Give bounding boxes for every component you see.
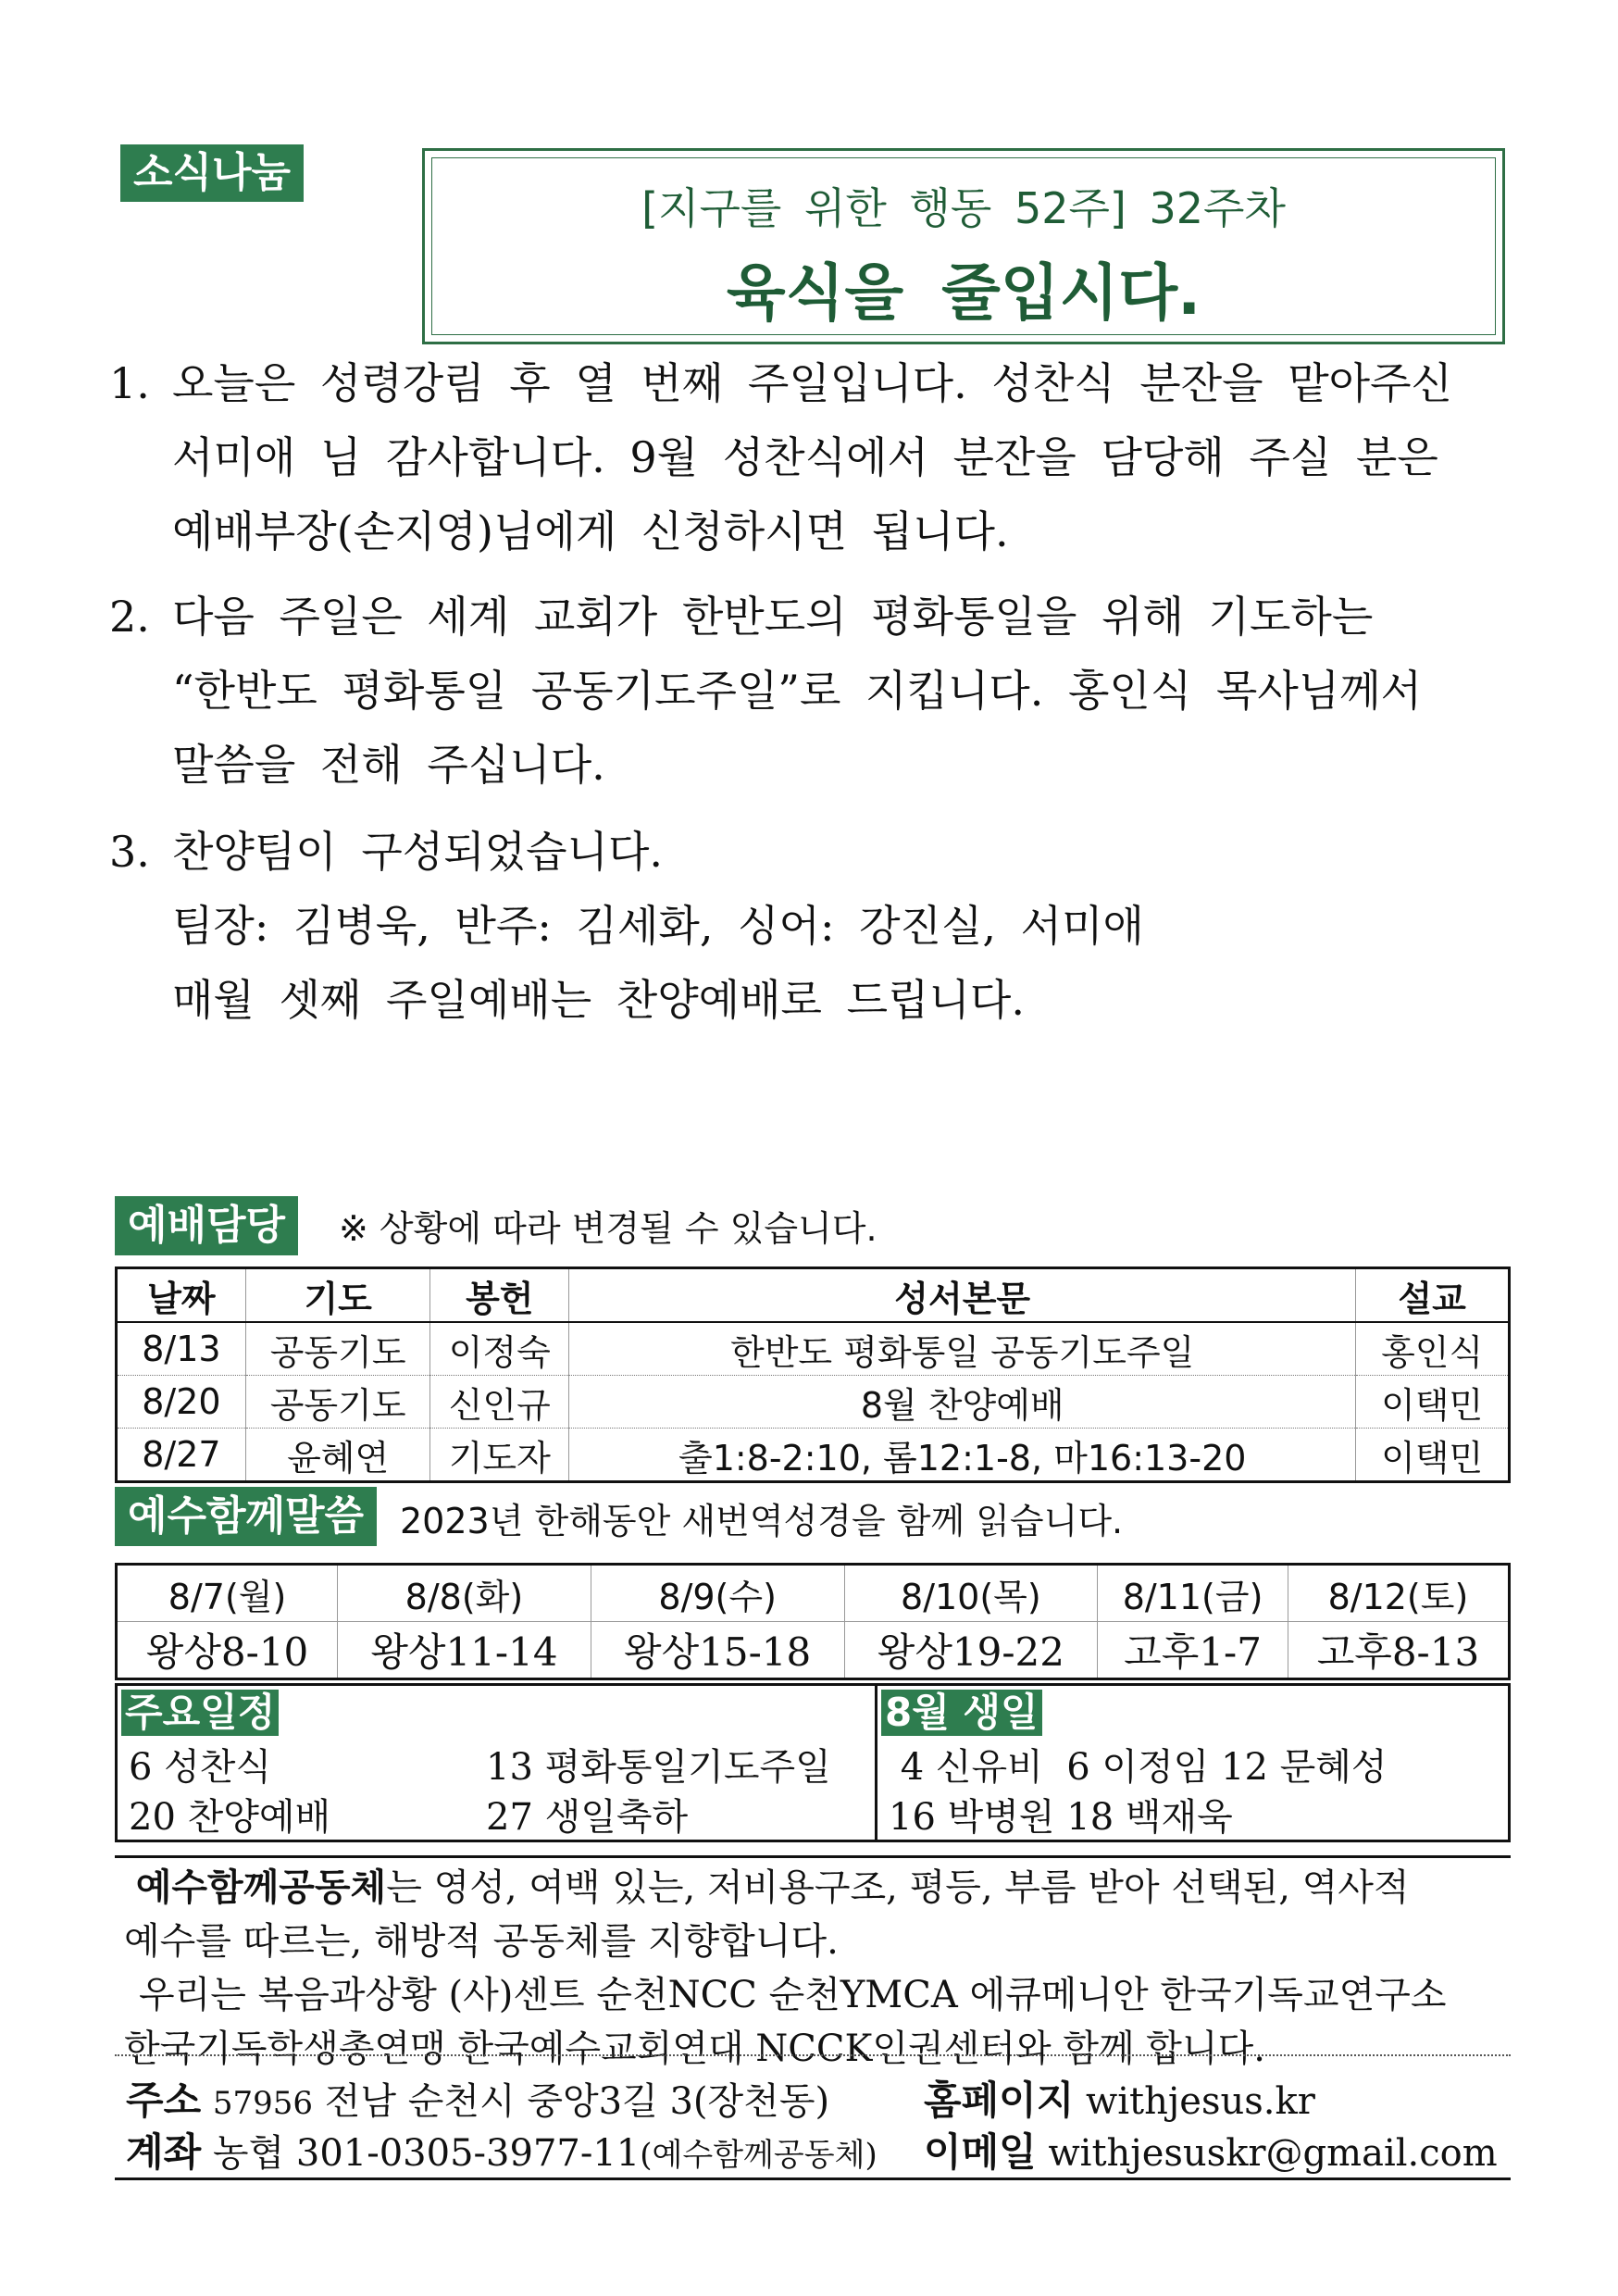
news-line: 팀장: 김병욱, 반주: 김세화, 싱어: 강진실, 서미애 <box>172 901 1144 951</box>
email-label: 이메일 <box>924 2129 1037 2175</box>
cell-offering: 신인규 <box>430 1376 569 1429</box>
header-scripture: 성서본문 <box>569 1268 1356 1323</box>
bible-reading-tag: 예수함께말씀 <box>115 1487 377 1546</box>
schedule-birthday-box <box>115 1683 1511 1842</box>
birthday-list: 4 신유비 6 이정임 12 문혜성 <box>889 1746 1388 1789</box>
cell-offering: 기도자 <box>430 1429 569 1482</box>
cell-scripture: 8월 찬양예배 <box>569 1376 1356 1429</box>
description-line: 한국기독학생총연맹 한국예수교회연대 NCCK인권센터와 함께 합니다. <box>124 2028 1265 2070</box>
email-link[interactable]: withjesuskr@gmail.com <box>1048 2132 1498 2175</box>
worship-duty-table <box>115 1267 1511 1483</box>
birthday-list: 16 박병원 18 백재욱 <box>889 1796 1233 1839</box>
address: 전남 순천시 중앙3길 3(장천동) <box>324 2080 830 2123</box>
schedule-item: 20 찬양예배 <box>129 1796 331 1839</box>
birthday-panel <box>877 1686 1508 1840</box>
dotted-divider <box>115 2054 1511 2056</box>
schedule-item: 27 생일축하 <box>486 1796 689 1839</box>
news-item-3 <box>109 815 1525 1037</box>
news-line: 오늘은 성령강림 후 열 번째 주일입니다. 성찬식 분잔을 맡아주신 <box>172 358 1452 408</box>
cell-scripture: 출1:8-2:10, 롬12:1-8, 마16:13-20 <box>569 1429 1356 1482</box>
cell-sermon: 이택민 <box>1356 1429 1510 1482</box>
description-line <box>124 1861 1512 1915</box>
bank-account: 농협 301-0305-3977-11 <box>212 2132 641 2175</box>
reading-passage: 왕상19-22 <box>844 1622 1098 1679</box>
cell-date: 8/13 <box>117 1322 246 1376</box>
news-line: 서미애 님 감사합니다. 9월 성찬식에서 분잔을 담당해 주실 분은 <box>172 432 1438 482</box>
footer-account-row <box>126 2122 877 2177</box>
description-line: 예수를 따르는, 해방적 공동체를 지향합니다. <box>124 1920 839 1963</box>
reading-passage: 고후8-13 <box>1288 1622 1509 1679</box>
bible-reading-table <box>115 1563 1511 1680</box>
footer-email <box>924 2122 1498 2177</box>
homepage-label: 홈페이지 <box>924 2078 1075 2123</box>
campaign-title: 육식을 줄입시다. <box>726 257 1201 329</box>
reading-passage-row <box>117 1622 1510 1679</box>
news-line: “한반도 평화통일 공동기도주일”로 지킵니다. 홍인식 목사님께서 <box>172 666 1423 716</box>
worship-duty-tag: 예배담당 <box>115 1196 298 1255</box>
news-line: 매월 셋째 주일예배는 찬양예배로 드립니다. <box>172 975 1025 1025</box>
news-line: 찬양팀이 구성되었습니다. <box>172 827 664 877</box>
schedule-item: 13 평화통일기도주일 <box>486 1746 831 1789</box>
table-header-row <box>117 1268 1510 1323</box>
bible-reading-note: 2023년 한해동안 새번역성경을 함께 읽습니다. <box>400 1501 1124 1541</box>
reading-day: 8/11(금) <box>1098 1565 1288 1622</box>
header-prayer: 기도 <box>245 1268 430 1323</box>
footer-address-row <box>126 2070 829 2126</box>
bottom-rule <box>115 2177 1511 2180</box>
description-text: 는 영성, 여백 있는, 저비용구조, 평등, 부름 받아 선택된, 역사적 <box>386 1866 1410 1909</box>
reading-day: 8/10(목) <box>844 1565 1098 1622</box>
reading-passage: 왕상8-10 <box>145 1629 309 1675</box>
reading-passage: 고후1-7 <box>1098 1622 1288 1679</box>
divider-line <box>115 1855 1511 1858</box>
cell-prayer: 공동기도 <box>245 1322 430 1376</box>
news-number: 2. <box>109 592 150 642</box>
community-description <box>124 1861 1512 2076</box>
cell-prayer: 윤혜연 <box>245 1429 430 1482</box>
schedule-item: 6 성찬식 <box>129 1746 272 1789</box>
table-row <box>117 1376 1510 1429</box>
news-number: 1. <box>109 358 150 408</box>
reading-day-row <box>117 1565 1510 1622</box>
birthday-tag: 8월 생일 <box>881 1690 1042 1736</box>
news-item-1 <box>109 346 1525 568</box>
cell-offering: 이정숙 <box>430 1322 569 1376</box>
schedule-tag: 주요일정 <box>121 1690 279 1736</box>
campaign-subtitle: [지구를 위한 행동 52주] 32주차 <box>641 183 1286 233</box>
reading-day: 8/7(월) <box>117 1565 338 1622</box>
footer-homepage <box>924 2070 1315 2126</box>
campaign-title-box <box>422 148 1505 344</box>
reading-day: 8/12(토) <box>1288 1565 1509 1622</box>
description-line: 우리는 복음과상황 (사)센트 순천NCC 순천YMCA 에큐메니안 한국기독교연구소 <box>139 1974 1447 2016</box>
section-tag: 소식나눔 <box>120 144 304 202</box>
cell-date: 8/20 <box>117 1376 246 1429</box>
news-item-2 <box>109 580 1525 802</box>
header-sermon: 설교 <box>1356 1268 1510 1323</box>
news-line: 다음 주일은 세계 교회가 한반도의 평화통일을 위해 기도하는 <box>172 592 1374 642</box>
community-name: 예수함께공동체 <box>135 1866 387 1909</box>
reading-day: 8/8(화) <box>338 1565 591 1622</box>
account-holder: (예수함께공동체) <box>640 2137 877 2174</box>
table-row <box>117 1322 1510 1376</box>
cell-sermon: 홍인식 <box>1356 1322 1510 1376</box>
news-line: 예배부장(손지영)님에게 신청하시면 됩니다. <box>172 506 1009 556</box>
homepage-link[interactable]: withjesus.kr <box>1086 2080 1315 2123</box>
reading-day: 8/9(수) <box>591 1565 844 1622</box>
cell-date: 8/27 <box>117 1429 246 1482</box>
reading-passage: 왕상15-18 <box>591 1622 844 1679</box>
table-row <box>117 1429 1510 1482</box>
cell-prayer: 공동기도 <box>245 1376 430 1429</box>
cell-scripture: 한반도 평화통일 공동기도주일 <box>569 1322 1356 1376</box>
header-date: 날짜 <box>117 1268 246 1323</box>
news-number: 3. <box>109 827 150 877</box>
cell-sermon: 이택민 <box>1356 1376 1510 1429</box>
worship-duty-note: ※ 상황에 따라 변경될 수 있습니다. <box>339 1208 877 1249</box>
zip-code: 57956 <box>212 2085 314 2122</box>
reading-passage: 왕상11-14 <box>338 1622 591 1679</box>
news-line: 말씀을 전해 주십니다. <box>172 740 605 790</box>
address-label: 주소 <box>126 2078 202 2123</box>
schedule-panel <box>118 1686 877 1840</box>
account-label: 계좌 <box>126 2129 202 2175</box>
header-offering: 봉헌 <box>430 1268 569 1323</box>
